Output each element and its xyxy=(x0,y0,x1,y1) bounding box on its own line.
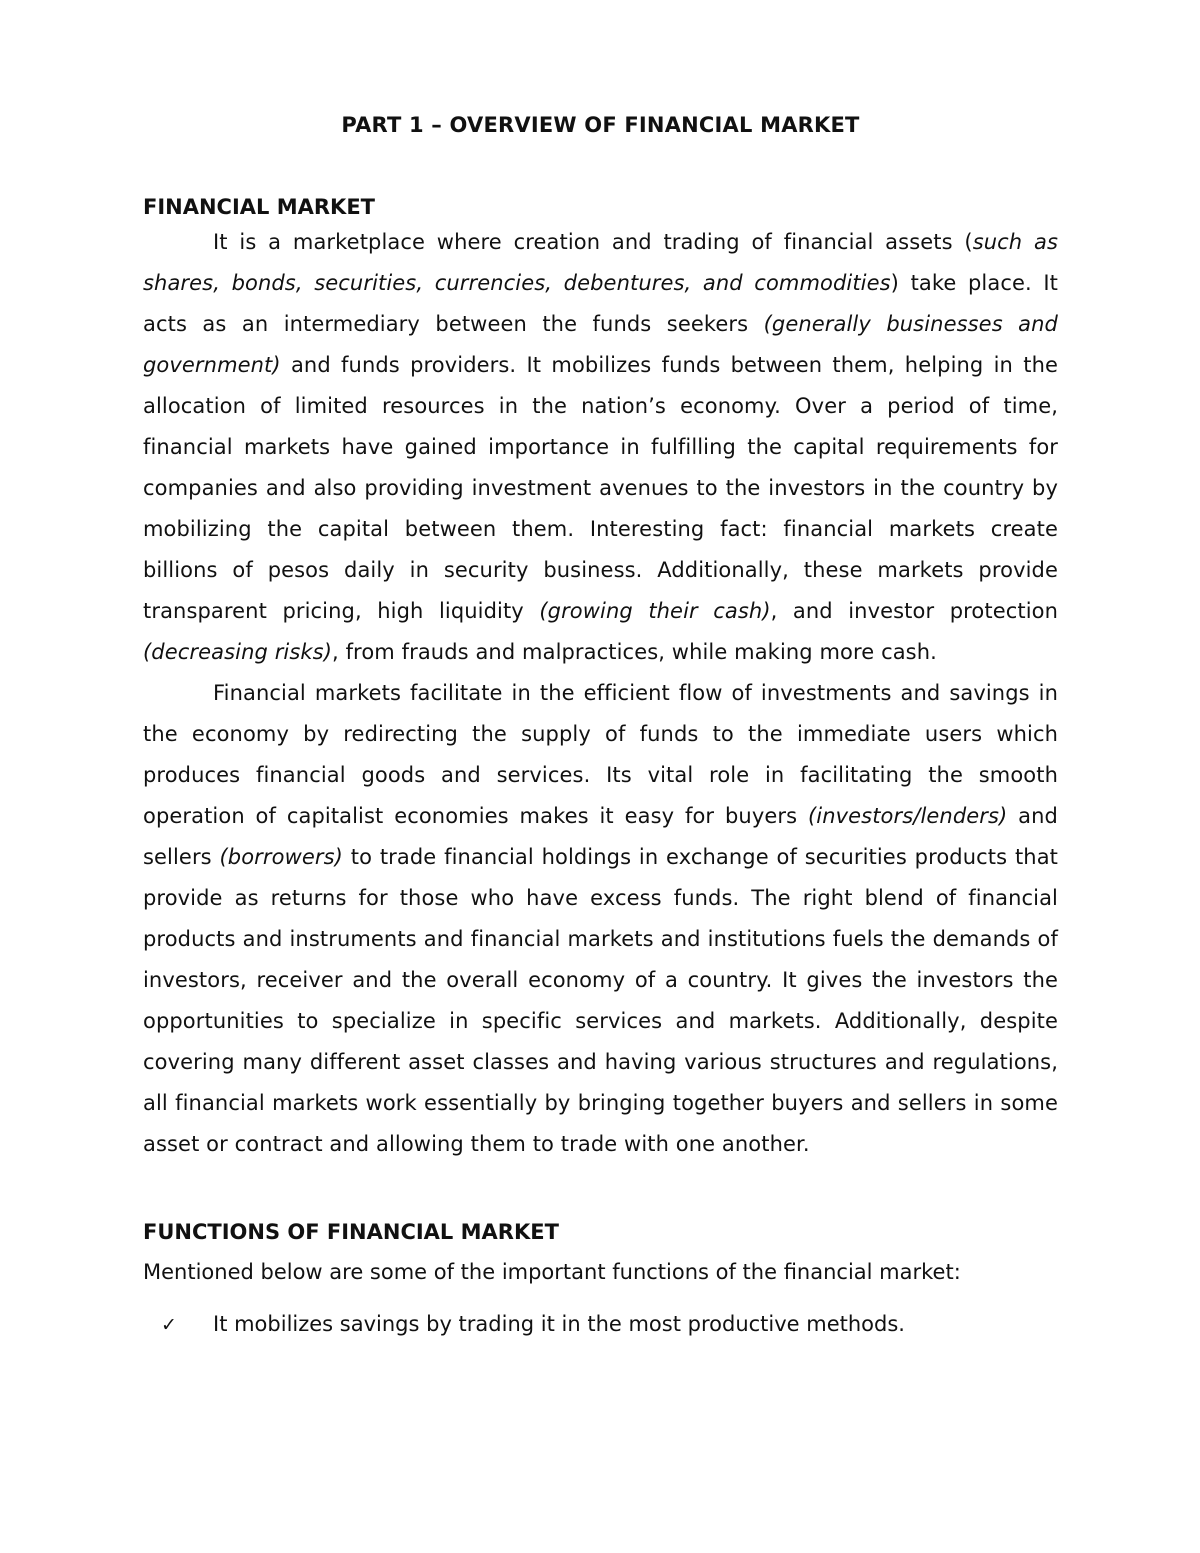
text-run: ) take place. It acts as an intermediary between the funds seekers xyxy=(143,271,1059,336)
text-run: Financial markets facilitate in the efficient flow of investments and savings in the economy by redirecting the supply of funds to the immediate users which produces financial goods and services. Its vital role in facilitating the smooth operation of capitalist economies makes it easy for buyers xyxy=(143,681,1058,828)
document-page xyxy=(143,110,1058,1340)
list-item-text: It mobilizes savings by trading it in the most productive methods. xyxy=(213,1312,905,1336)
list-item xyxy=(161,1309,1058,1340)
checkmark-icon: ✓ xyxy=(161,1314,177,1336)
italic-run: (decreasing risks) xyxy=(143,640,333,664)
italic-run: (investors/lenders) xyxy=(808,804,1008,828)
paragraph-role xyxy=(143,673,1058,1165)
text-run: , and investor protection xyxy=(770,599,1058,623)
paragraph-definition xyxy=(143,222,1058,673)
italic-run: (borrowers) xyxy=(219,845,343,869)
text-run: and funds providers. It mobilizes funds between them, helping in the allocation of limited resources in the nation’s economy. Over a period of time, financial markets have gained importance in fulfilling the capital requirements for companies and also providing investment avenues to the investors in the country by mobilizing the capital between them. Interesting fact: financial markets create billions of pesos daily in security business. Additionally, these markets provide transparent pricing, high liquidity xyxy=(143,353,1058,623)
italic-run: (generally businesses and government) xyxy=(143,312,1058,377)
functions-intro: Mentioned below are some of the important functions of the financial market: xyxy=(143,1260,961,1284)
text-run: to trade financial holdings in exchange of securities products that provide as returns for those who have excess funds. The right blend of financial products and instruments and financial markets and institutions fuels the demands of investors, receiver and the overall economy of a country. It gives the investors the opportunities to specialize in specific services and markets. Additionally, despite covering many different asset classes and having various structures and regulations, all financial markets work essentially by bringing together buyers and sellers in some asset or contract and allowing them to trade with one another. xyxy=(143,845,1059,1156)
functions-list xyxy=(143,1309,1058,1340)
section-heading-financial-market: FINANCIAL MARKET xyxy=(143,195,375,219)
italic-run: such as shares, bonds, securities, currencies, debentures, and commodities xyxy=(143,230,1058,295)
section-heading-functions: FUNCTIONS OF FINANCIAL MARKET xyxy=(143,1220,559,1244)
text-run: It is a marketplace where creation and trading of financial assets ( xyxy=(213,230,973,254)
document-title: PART 1 – OVERVIEW OF FINANCIAL MARKET xyxy=(341,113,860,137)
italic-run: (growing their cash) xyxy=(539,599,771,623)
text-run: , from frauds and malpractices, while making more cash. xyxy=(332,640,937,664)
text-run: and sellers xyxy=(143,804,1058,869)
